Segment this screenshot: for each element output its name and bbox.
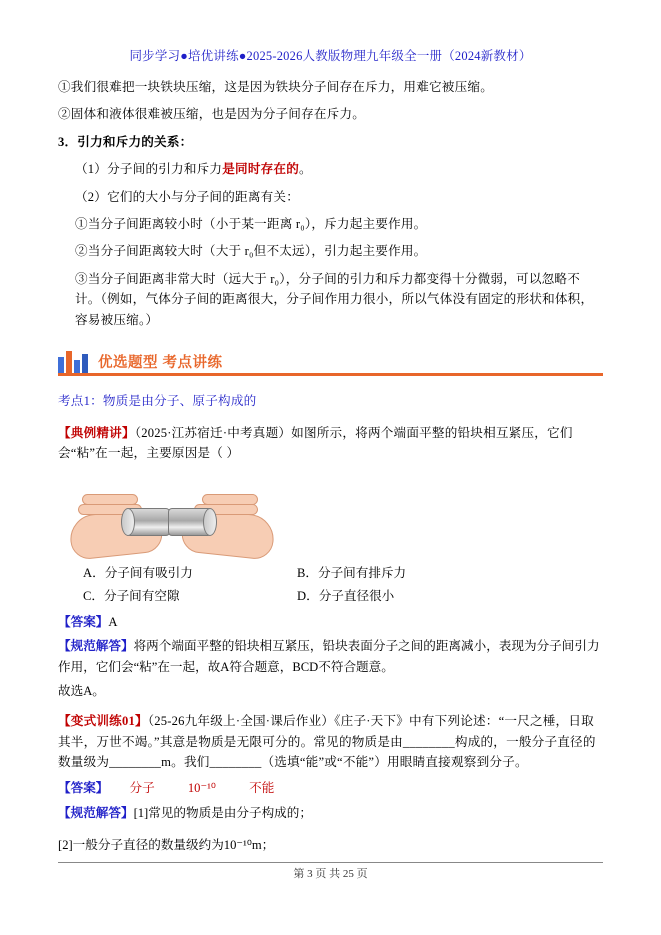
q2-explain-tag: 【规范解答】 xyxy=(58,805,134,820)
kaodian-heading: 考点1：物质是由分子、原子构成的 xyxy=(58,393,257,408)
books-icon xyxy=(58,349,92,373)
line4-emphasis: 是同时存在的 xyxy=(222,162,299,177)
q2-tag: 【变式训练01】 xyxy=(58,714,148,729)
banner-rule xyxy=(58,373,603,376)
q2-answer-1: 分子 xyxy=(129,781,155,796)
q2-explanation-1 xyxy=(58,803,603,823)
q1-choice-d[interactable]: D．分子直径很小 xyxy=(297,588,395,603)
body-line-5: （2）它们的大小与分子间的距离有关： xyxy=(75,189,299,204)
q1-answer-value: A xyxy=(108,614,118,629)
q1-explanation xyxy=(58,636,603,677)
right-finger-2 xyxy=(202,494,258,505)
body-line-3: 3．引力和斥力的关系： xyxy=(58,134,193,149)
lead-blocks-figure xyxy=(64,472,279,557)
section-title: 优选题型 考点讲练 xyxy=(98,354,223,371)
q2-explain-text-1: [1]常见的物质是由分子构成的； xyxy=(133,805,312,820)
left-finger-2 xyxy=(82,494,138,505)
body-line-6: ①当分子间距离较小时（小于某一距离 r₀），斥力起主要作用。 xyxy=(75,216,427,231)
q2-answer-2: 10⁻¹⁰ xyxy=(187,781,216,796)
q1-answer-tag: 【答案】 xyxy=(58,614,109,629)
q1-explain-text: 将两个端面平整的铅块相互紧压，铅块表面分子之间的距离减小，表现为分子间引力作用，它们会“粘”在一起，故A符合题意，BCD不符合题意。 xyxy=(58,639,600,674)
hands-illustration xyxy=(64,482,279,557)
q1-choice-row-1 xyxy=(58,563,603,583)
q1-choice-c[interactable]: C．分子间有空隙 xyxy=(83,588,180,603)
q2-answer-3: 不能 xyxy=(249,781,275,796)
q2-answer xyxy=(58,778,603,798)
q1-tag: 【典例精讲】 xyxy=(58,425,135,440)
q1-choice-row-2 xyxy=(58,586,603,606)
q2-answer-tag: 【答案】 xyxy=(58,781,109,796)
q1-answer xyxy=(58,612,603,632)
body-line-8: ③当分子间距离非常大时（远大于 r₀），分子间的引力和斥力都变得十分微弱，可以忽略不计。（例如，气体分子间的距离很大，分子间作用力很小，所以气体没有固定的形状和体积，容易被压缩。） xyxy=(75,271,594,327)
q1-choice-b[interactable]: B．分子间有排斥力 xyxy=(297,565,407,580)
body-line-2: ②固体和液体很难被压缩，也是因为分子间存在斥力。 xyxy=(58,107,366,122)
lead-cylinder-left xyxy=(126,508,170,536)
question-1-stem xyxy=(58,423,603,464)
body-line-4 xyxy=(58,159,603,179)
q1-stem-text: （2025·江苏宿迁·中考真题）如图所示，将两个端面平整的铅块相互紧压，它们会“粘”在一起，主要原因是（ ） xyxy=(58,425,573,461)
body-line-7: ②当分子间距离较大时（大于 r₀但不太远），引力起主要作用。 xyxy=(75,244,427,259)
lead-cylinder-right xyxy=(168,508,212,536)
q2-stem-text: （25-26九年级上·全国·课后作业）《庄子·天下》中有下列论述：“一尺之棰，日取其半，万世不竭。”其意是物质是无限可分的。常见的物质是由________构成的，一般分子直径的数量级为________m。我们________（选填“能”或“不能”）用眼睛直接观察到分子。 xyxy=(58,714,596,770)
page-footer: 第 3 页 共 25 页 xyxy=(293,868,368,880)
line4-prefix: （1）分子间的引力和斥力 xyxy=(75,162,223,177)
q1-explain-tag: 【规范解答】 xyxy=(58,639,134,654)
question-2-stem xyxy=(58,711,603,772)
body-line-1: ①我们很难把一块铁块压缩，这是因为铁块分子间存在斥力，用难它被压缩。 xyxy=(58,80,493,94)
q1-choice-a[interactable]: A．分子间有吸引力 xyxy=(83,565,193,580)
q2-explanation-2: [2]一般分子直径的数量级约为10⁻¹⁰m； xyxy=(58,837,275,852)
line4-suffix: 。 xyxy=(299,162,312,177)
section-banner xyxy=(58,348,603,376)
page-header: 同步学习●培优讲练●2025-2026人教版物理九年级全一册（2024新教材） xyxy=(129,49,532,63)
q1-conclusion: 故选A。 xyxy=(58,683,105,698)
footer-divider xyxy=(58,862,603,863)
